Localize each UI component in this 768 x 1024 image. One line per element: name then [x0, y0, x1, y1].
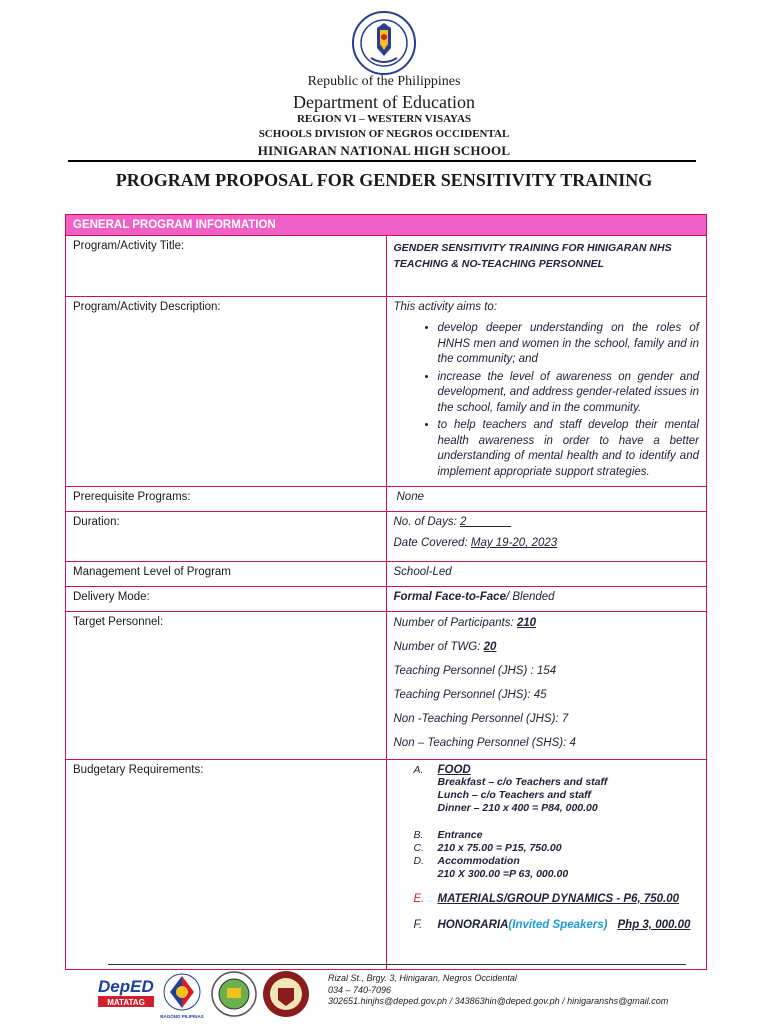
prerequisite-label: Prerequisite Programs:: [66, 487, 387, 512]
title-label: Program/Activity Title:: [66, 236, 387, 297]
description-cell: [386, 297, 707, 487]
budget-letter-d: D.: [413, 855, 424, 867]
description-intro: This activity aims to:: [393, 301, 498, 313]
logo-deped-text: DepED: [98, 977, 154, 996]
list-item: • develop deeper understanding on the roles of HNHS men and women in the school, family and in the community; and: [438, 321, 700, 368]
twg-label: Number of TWG:: [393, 641, 484, 653]
description-list: [394, 321, 700, 480]
budget-letter-b: B.: [413, 829, 424, 841]
list-item: • to help teachers and staff develop their mental health awareness in order to have a better understanding of mental health and to identify and implement appropriate support strategies.: [438, 418, 700, 480]
duration-cell: [386, 512, 707, 562]
days-value: 2_______: [459, 516, 512, 528]
duration-label: Duration:: [66, 512, 387, 562]
budget-entrance: Entrance: [437, 829, 483, 841]
budget-accommodation: Accommodation: [437, 855, 520, 867]
budget-item: Breakfast – c/o Teachers and staff: [437, 776, 608, 788]
footer-address: Rizal St., Brgy. 3, Hinigaran, Negros Occidental: [328, 973, 517, 983]
description-label: Program/Activity Description:: [66, 297, 387, 487]
date-value: May 19-20, 2023: [470, 537, 558, 549]
budget-honoraria-note: (Invited Speakers): [508, 919, 608, 931]
deped-matatag-logo-icon: [98, 977, 154, 1007]
target-cell: [386, 612, 707, 760]
budget-food-title: FOOD: [437, 764, 471, 776]
nonteaching-shs: Non – Teaching Personnel (SHS): 4: [393, 737, 576, 749]
title-value: GENDER SENSITIVITY TRAINING FOR HINIGARAN NHS TEACHING & NO-TEACHING PERSONNEL: [386, 236, 707, 297]
program-info-table: [65, 214, 707, 970]
budget-letter-c: C.: [413, 842, 424, 854]
budget-letter-a: A.: [413, 764, 424, 776]
table-row: [66, 512, 707, 562]
table-row: [66, 297, 707, 487]
budget-honoraria: HONORARIA: [437, 919, 509, 931]
budget-honoraria-amount: Php 3, 000.00: [617, 919, 691, 931]
header-divider: [68, 160, 696, 162]
table-row: [66, 562, 707, 587]
section-header: GENERAL PROGRAM INFORMATION: [66, 215, 707, 236]
budget-letter-f: F.: [413, 919, 423, 931]
table-row: [66, 236, 707, 297]
twg-value: 20: [483, 641, 497, 653]
teaching-jhs-1: Teaching Personnel (JHS) : 154: [393, 665, 557, 677]
budget-cell: [386, 760, 707, 970]
footer-divider: [108, 964, 686, 965]
participants-value: 210: [516, 617, 537, 629]
budget-letter-e: E.: [413, 893, 425, 905]
logo-bagong-text: BAGONG PILIPINAS: [160, 1014, 204, 1019]
prerequisite-value: None: [386, 487, 707, 512]
days-label: No. of Days:: [393, 516, 460, 528]
footer-phone: 034 – 740-7096: [328, 984, 392, 995]
region-line: REGION VI – WESTERN VISAYAS: [296, 113, 472, 125]
delivery-label: Delivery Mode:: [66, 587, 387, 612]
document-title: PROGRAM PROPOSAL FOR GENDER SENSITIVITY TRAINING: [115, 170, 653, 190]
republic-line: Republic of the Philippines: [307, 74, 461, 89]
budget-item: Dinner – 210 x 400 = P84, 000.00: [437, 802, 598, 814]
management-label: Management Level of Program: [66, 562, 387, 587]
footer-contact: [328, 973, 668, 1008]
budget-accommodation-amount: 210 X 300.00 =P 63, 000.00: [437, 868, 569, 880]
delivery-cell: [386, 587, 707, 612]
participants-label: Number of Participants:: [393, 617, 517, 629]
table-row: [66, 487, 707, 512]
department-line: Department of Education: [293, 92, 475, 112]
school-seal-maroon-icon: [263, 971, 309, 1017]
delivery-secondary: / Blended: [505, 591, 555, 603]
table-row: [66, 587, 707, 612]
budget-list: [394, 764, 700, 931]
bagong-pilipinas-logo-icon: [160, 974, 204, 1019]
teaching-jhs-2: Teaching Personnel (JHS): 45: [393, 689, 547, 701]
footer-logos: [96, 970, 328, 1020]
target-label: Target Personnel:: [66, 612, 387, 760]
table-row: [66, 760, 707, 970]
table-row: [66, 612, 707, 760]
deped-seal-icon: [351, 10, 417, 76]
budget-label: Budgetary Requirements:: [66, 760, 387, 970]
management-value: School-Led: [386, 562, 707, 587]
footer-emails: 302651.hinjhs@deped.gov.ph / 343863hin@deped.gov.ph / hinigaranshs@gmail.com: [328, 996, 669, 1006]
division-line: SCHOOLS DIVISION OF NEGROS OCCIDENTAL: [258, 128, 510, 140]
budget-item: Lunch – c/o Teachers and staff: [437, 789, 591, 801]
delivery-primary: Formal Face-to-Face: [393, 591, 506, 603]
school-seal-green-icon: [212, 972, 256, 1016]
nonteaching-jhs: Non -Teaching Personnel (JHS): 7: [393, 713, 569, 725]
budget-materials: MATERIALS/GROUP DYNAMICS - P6, 750.00: [437, 893, 680, 905]
school-line: HINIGARAN NATIONAL HIGH SCHOOL: [257, 143, 511, 158]
list-item: • increase the level of awareness on gender and development, and address gender-related issues in the school, family and in the community.: [438, 370, 700, 417]
logo-matatag-text: MATATAG: [107, 998, 145, 1007]
date-label: Date Covered:: [393, 537, 471, 549]
budget-entrance-amount: 210 x 75.00 = P15, 750.00: [437, 842, 562, 854]
